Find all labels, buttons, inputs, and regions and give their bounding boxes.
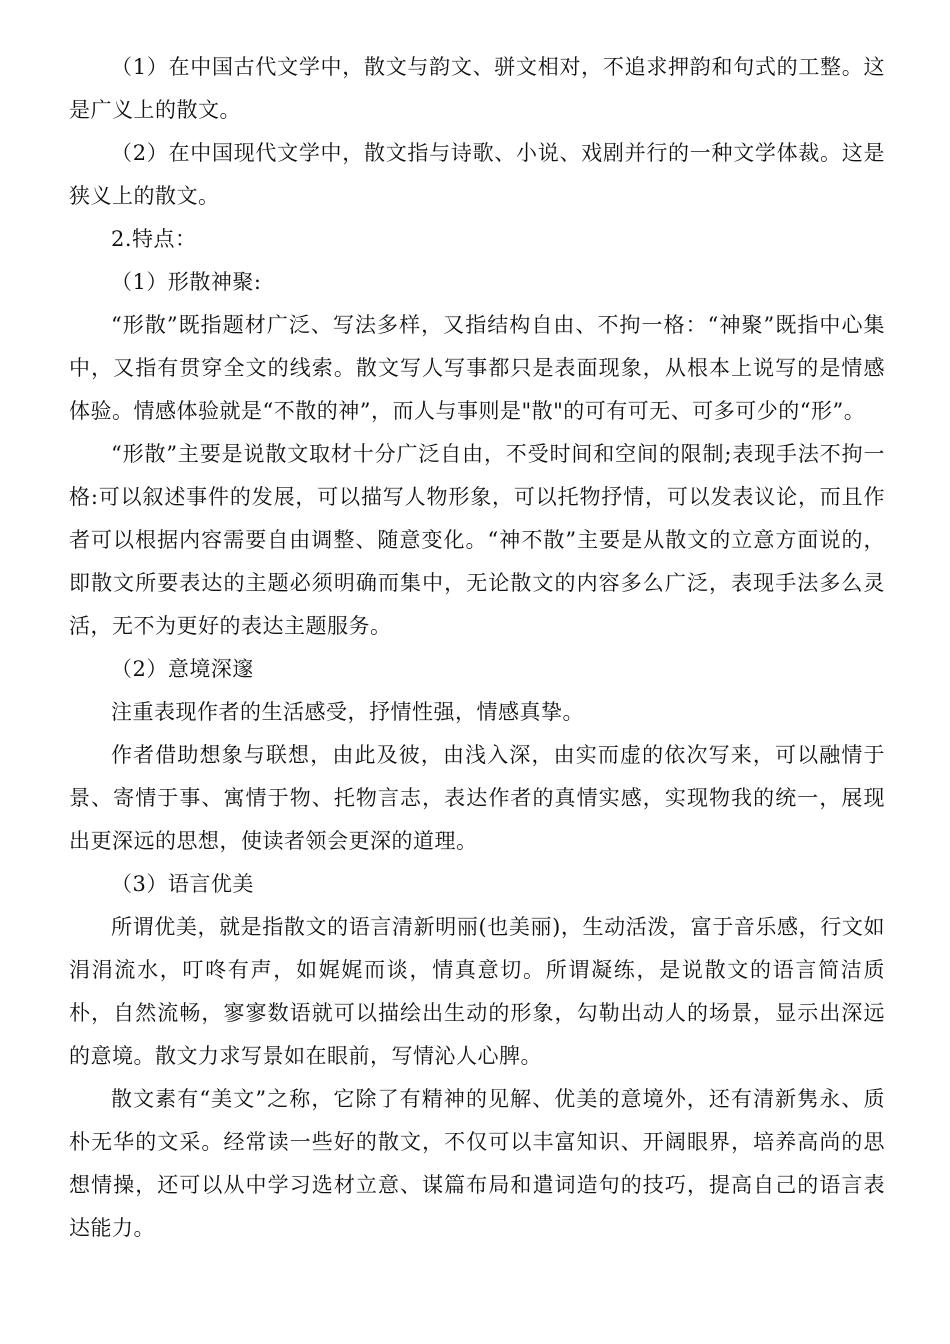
- section-heading-features: 2.特点：: [111, 227, 197, 251]
- subheading-artistic-conception: （2）意境深邃: [111, 657, 254, 681]
- paragraph-modern-definition: （2）在中国现代文学中，散文指与诗歌、小说、戏剧并行的一种文学体裁。这是狭义上的散文。: [69, 141, 885, 208]
- paragraph-form-scattered-detail: “形散”主要是说散文取材十分广泛自由，不受时间和空间的限制;表现手法不拘一格:可以叙述事件的发展，可以描写人物形象，可以托物抒情，可以发表议论，而且作者可以根据内容需要自由调整、随意变化。“神不散”主要是从散文的立意方面说的，即散文所要表达的主题必须明确而集中，无论散文的内容多么广泛，表现手法多么灵活，无不为更好的表达主题服务。: [69, 442, 885, 638]
- document-body: [69, 46, 885, 1250]
- paragraph-form-spirit-explanation: “形散”既指题材广泛、写法多样，又指结构自由、不拘一格：“神聚”既指中心集中，又指有贯穿全文的线索。散文写人写事都只是表面现象，从根本上说写的是情感体验。情感体验就是“不散的神”，而人与事则是"散"的可有可无、可多可少的“形”。: [69, 313, 885, 423]
- subheading-beautiful-language: （3）语言优美: [111, 872, 254, 896]
- paragraph-life-feelings: 注重表现作者的生活感受，抒情性强，情感真挚。: [111, 700, 584, 724]
- paragraph-ancient-definition: （1）在中国古代文学中，散文与韵文、骈文相对，不追求押韵和句式的工整。这是广义上的散文。: [69, 55, 885, 122]
- paragraph-language-explanation: 所谓优美，就是指散文的语言清新明丽(也美丽)，生动活泼，富于音乐感，行文如涓涓流水，叮咚有声，如娓娓而谈，情真意切。所谓凝练，是说散文的语言简洁质朴，自然流畅，寥寥数语就可以描绘出生动的形象，勾勒出动人的场景，显示出深远的意境。散文力求写景如在眼前，写情沁人心脾。: [69, 915, 885, 1068]
- paragraph-beautiful-prose: 散文素有“美文”之称，它除了有精神的见解、优美的意境外，还有清新隽永、质朴无华的文采。经常读一些好的散文，不仅可以丰富知识、开阔眼界，培养高尚的思想情操，还可以从中学习选材立意、谋篇布局和遣词造句的技巧，提高自己的语言表达能力。: [69, 1087, 885, 1240]
- subheading-form-scattered: （1）形散神聚:: [111, 270, 262, 294]
- paragraph-imagination: 作者借助想象与联想，由此及彼，由浅入深，由实而虚的依次写来，可以融情于景、寄情于事、寓情于物、托物言志，表达作者的真情实感，实现物我的统一，展现出更深远的思想，使读者领会更深的道理。: [69, 743, 885, 853]
